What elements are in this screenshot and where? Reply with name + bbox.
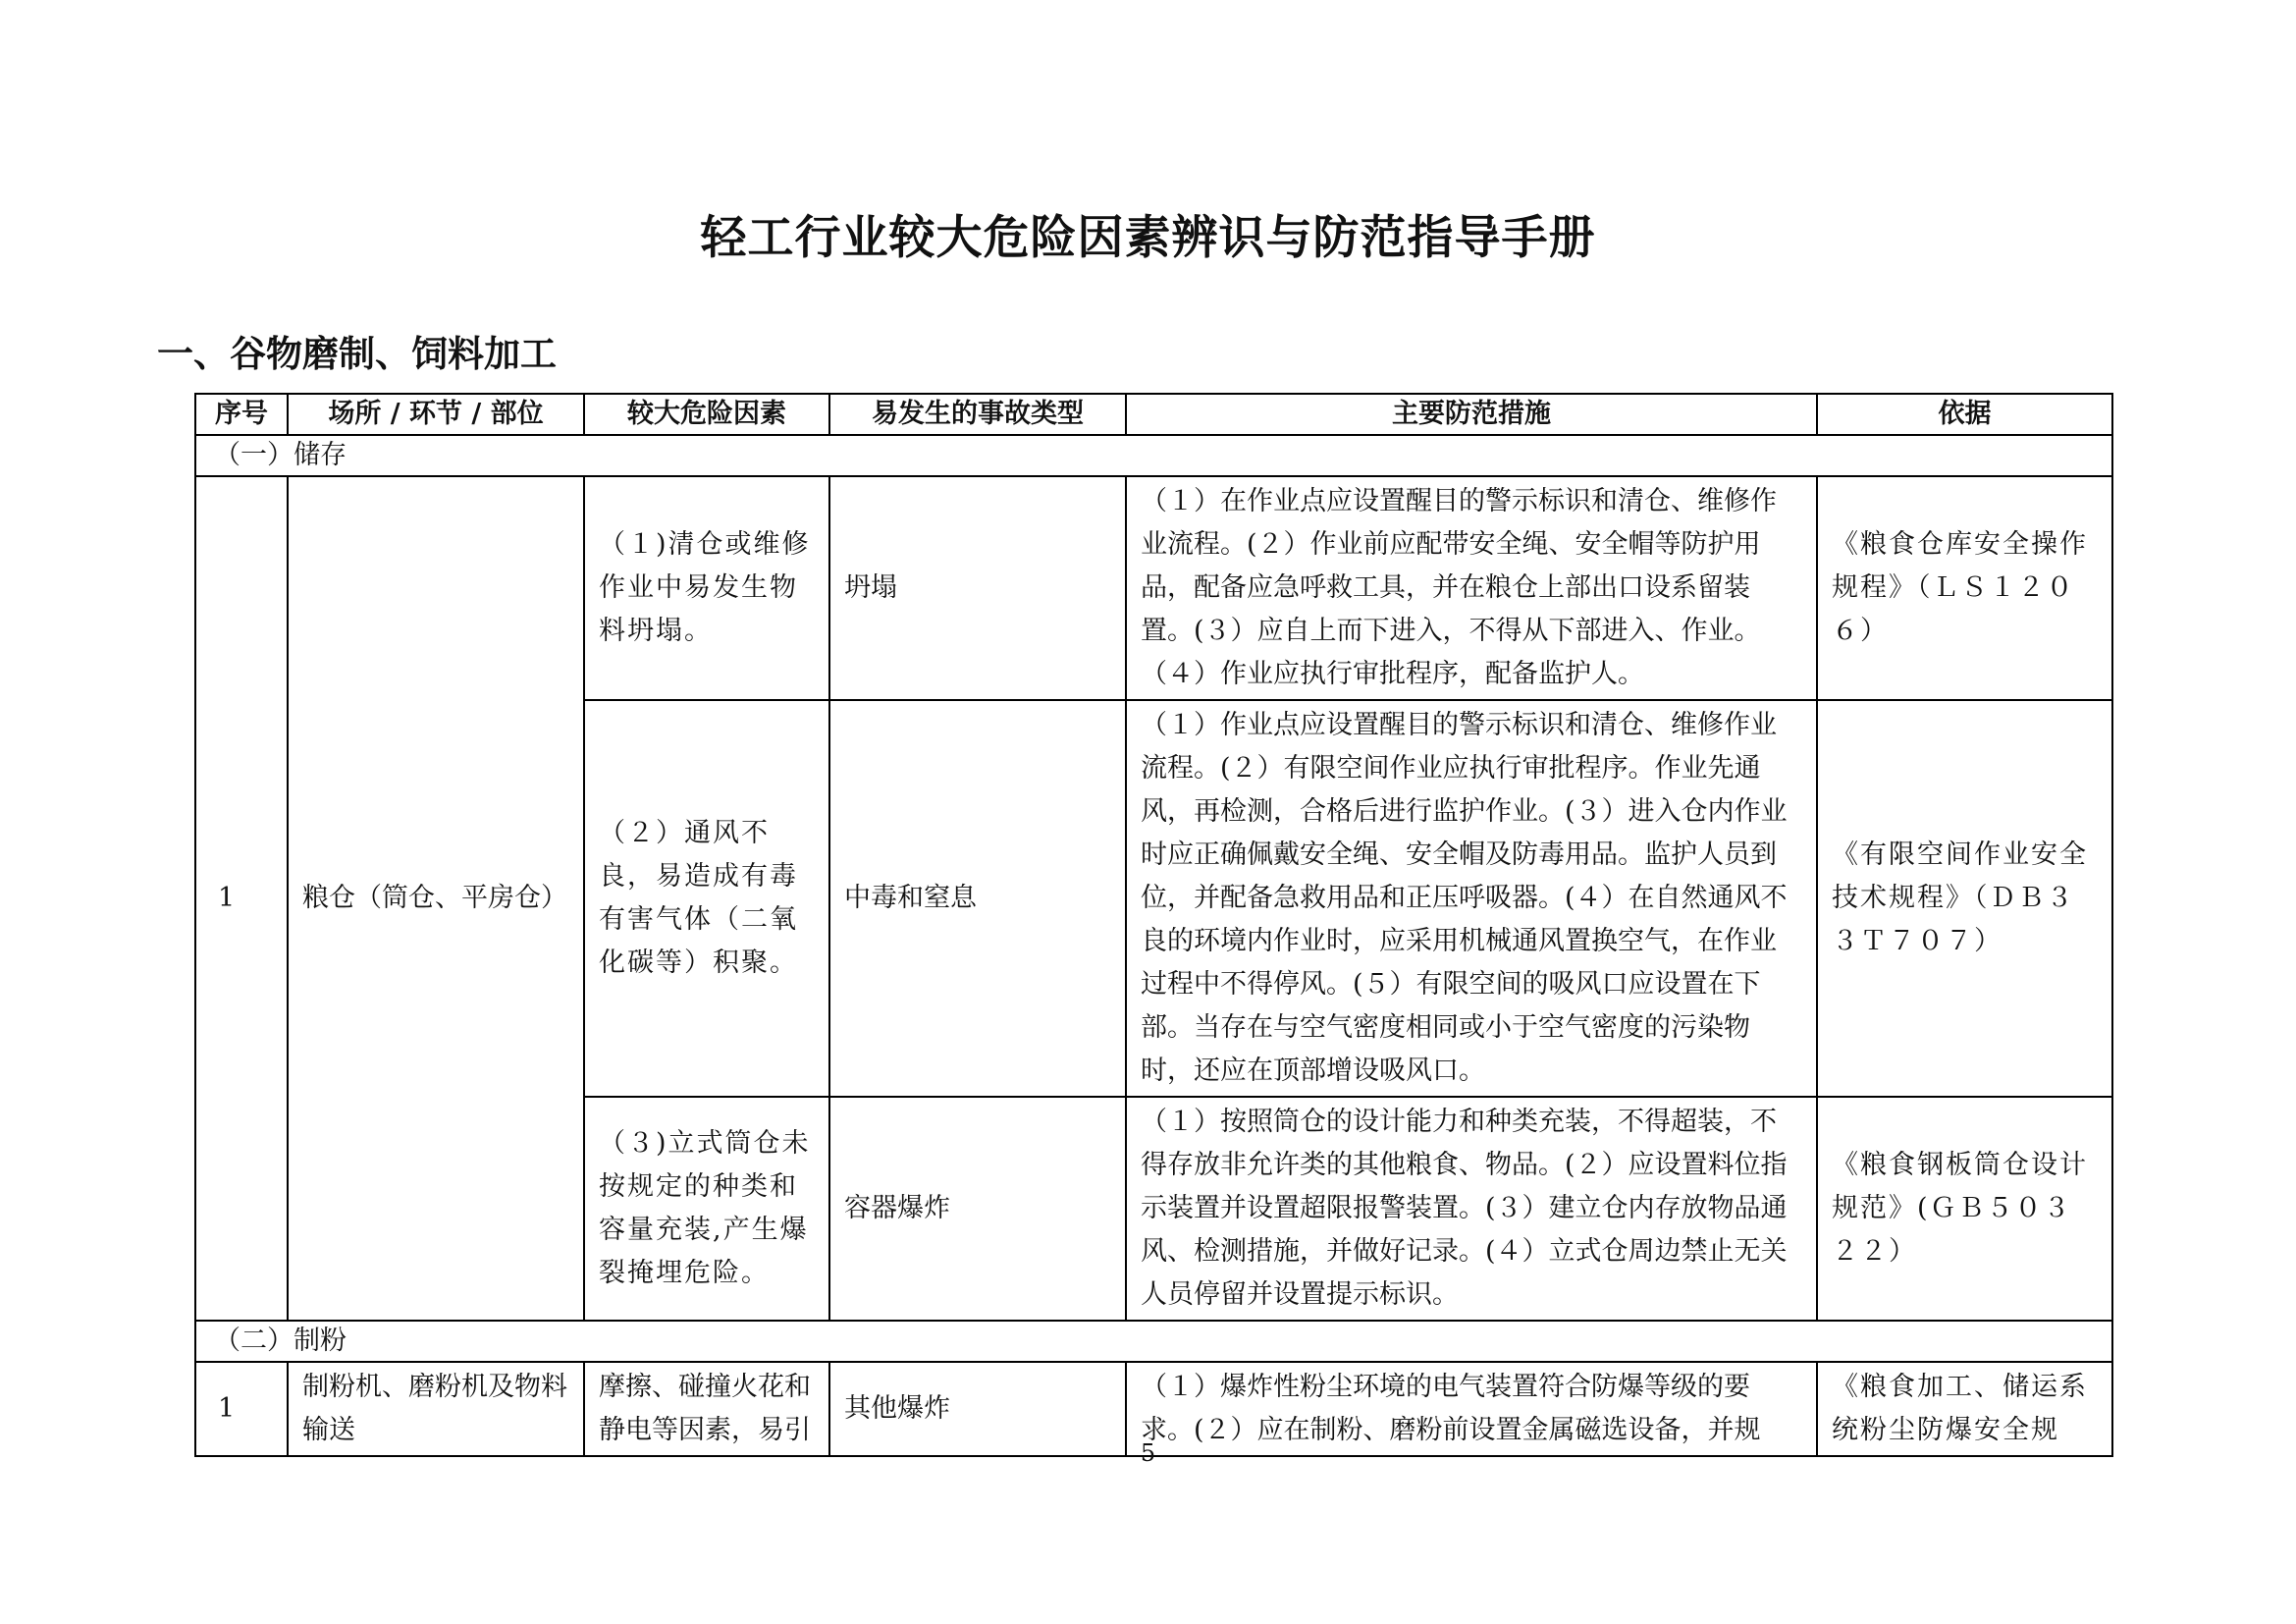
page-number: 5 xyxy=(1140,1439,1156,1467)
hazard-cell: 摩擦、碰撞火花和静电等因素，易引 xyxy=(584,1362,829,1456)
measures-cell: （１）在作业点应设置醒目的警示标识和清仓、维修作业流程。(２）作业前应配带安全绳、安全帽等防护用品，配备应急呼救工具，并在粮仓上部出口设系留装置。(３）应自上而下进入，不得从下部进入、作业。（４）作业应执行审批程序，配备监护人。 xyxy=(1126,476,1817,700)
group-row-storage xyxy=(195,435,2112,476)
basis-cell: 《粮食加工、储运系统粉尘防爆安全规 xyxy=(1817,1362,2112,1456)
accident-cell: 其他爆炸 xyxy=(829,1362,1126,1456)
header-basis: 依据 xyxy=(1817,394,2112,435)
measures-cell: （１）作业点应设置醒目的警示标识和清仓、维修作业流程。(２）有限空间作业应执行审批程序。作业先通风，再检测，合格后进行监护作业。(３）进入仓内作业时应正确佩戴安全绳、安全帽及防毒用品。监护人员到位，并配备急救用品和正压呼吸器。(４）在自然通风不良的环境内作业时，应采用机械通风置换空气，在作业过程中不得停风。(５）有限空间的吸风口应设置在下部。当存在与空气密度相同或小于空气密度的污染物时，还应在顶部增设吸风口。 xyxy=(1126,700,1817,1097)
seq-cell: 1 xyxy=(195,1362,288,1456)
basis-cell: 《有限空间作业安全技术规程》（ＤＢ３３Ｔ７０７） xyxy=(1817,700,2112,1097)
location-cell: 粮仓（筒仓、平房仓） xyxy=(288,476,584,1321)
group-label: （一）储存 xyxy=(195,435,2112,476)
accident-cell: 坍塌 xyxy=(829,476,1126,700)
header-hazard: 较大危险因素 xyxy=(584,394,829,435)
basis-cell: 《粮食仓库安全操作规程》（ＬＳ１２０６） xyxy=(1817,476,2112,700)
header-location: 场所 / 环节 / 部位 xyxy=(288,394,584,435)
hazard-cell: （２）通风不良，易造成有毒有害气体（二氧化碳等）积聚。 xyxy=(584,700,829,1097)
seq-cell: 1 xyxy=(195,476,288,1321)
hazard-cell: （１)清仓或维修作业中易发生物料坍塌。 xyxy=(584,476,829,700)
accident-cell: 容器爆炸 xyxy=(829,1097,1126,1321)
measures-cell: （１）按照筒仓的设计能力和种类充装，不得超装，不得存放非允许类的其他粮食、物品。(２）应设置料位指示装置并设置超限报警装置。(３）建立仓内存放物品通风、检测措施，并做好记录。(４）立式仓周边禁止无关人员停留并设置提示标识。 xyxy=(1126,1097,1817,1321)
header-accident-type: 易发生的事故类型 xyxy=(829,394,1126,435)
group-row-milling xyxy=(195,1321,2112,1362)
measures-cell: （１）爆炸性粉尘环境的电气装置符合防爆等级的要求。(２）应在制粉、磨粉前设置金属磁选设备，并规 xyxy=(1126,1362,1817,1456)
group-label: （二）制粉 xyxy=(195,1321,2112,1362)
basis-cell: 《粮食钢板筒仓设计规范》(ＧＢ５０３２２） xyxy=(1817,1097,2112,1321)
table-row xyxy=(195,476,2112,700)
document-title: 轻工行业较大危险因素辨识与防范指导手册 xyxy=(700,211,1596,265)
section-heading: 一、谷物磨制、饲料加工 xyxy=(157,333,557,375)
table-header-row xyxy=(195,394,2112,435)
accident-cell: 中毒和窒息 xyxy=(829,700,1126,1097)
location-cell: 制粉机、磨粉机及物料输送 xyxy=(288,1362,584,1456)
header-measures: 主要防范措施 xyxy=(1126,394,1817,435)
header-seq: 序号 xyxy=(195,394,288,435)
hazard-table xyxy=(194,393,2113,1457)
hazard-cell: （３)立式筒仓未按规定的种类和容量充装,产生爆裂掩埋危险。 xyxy=(584,1097,829,1321)
